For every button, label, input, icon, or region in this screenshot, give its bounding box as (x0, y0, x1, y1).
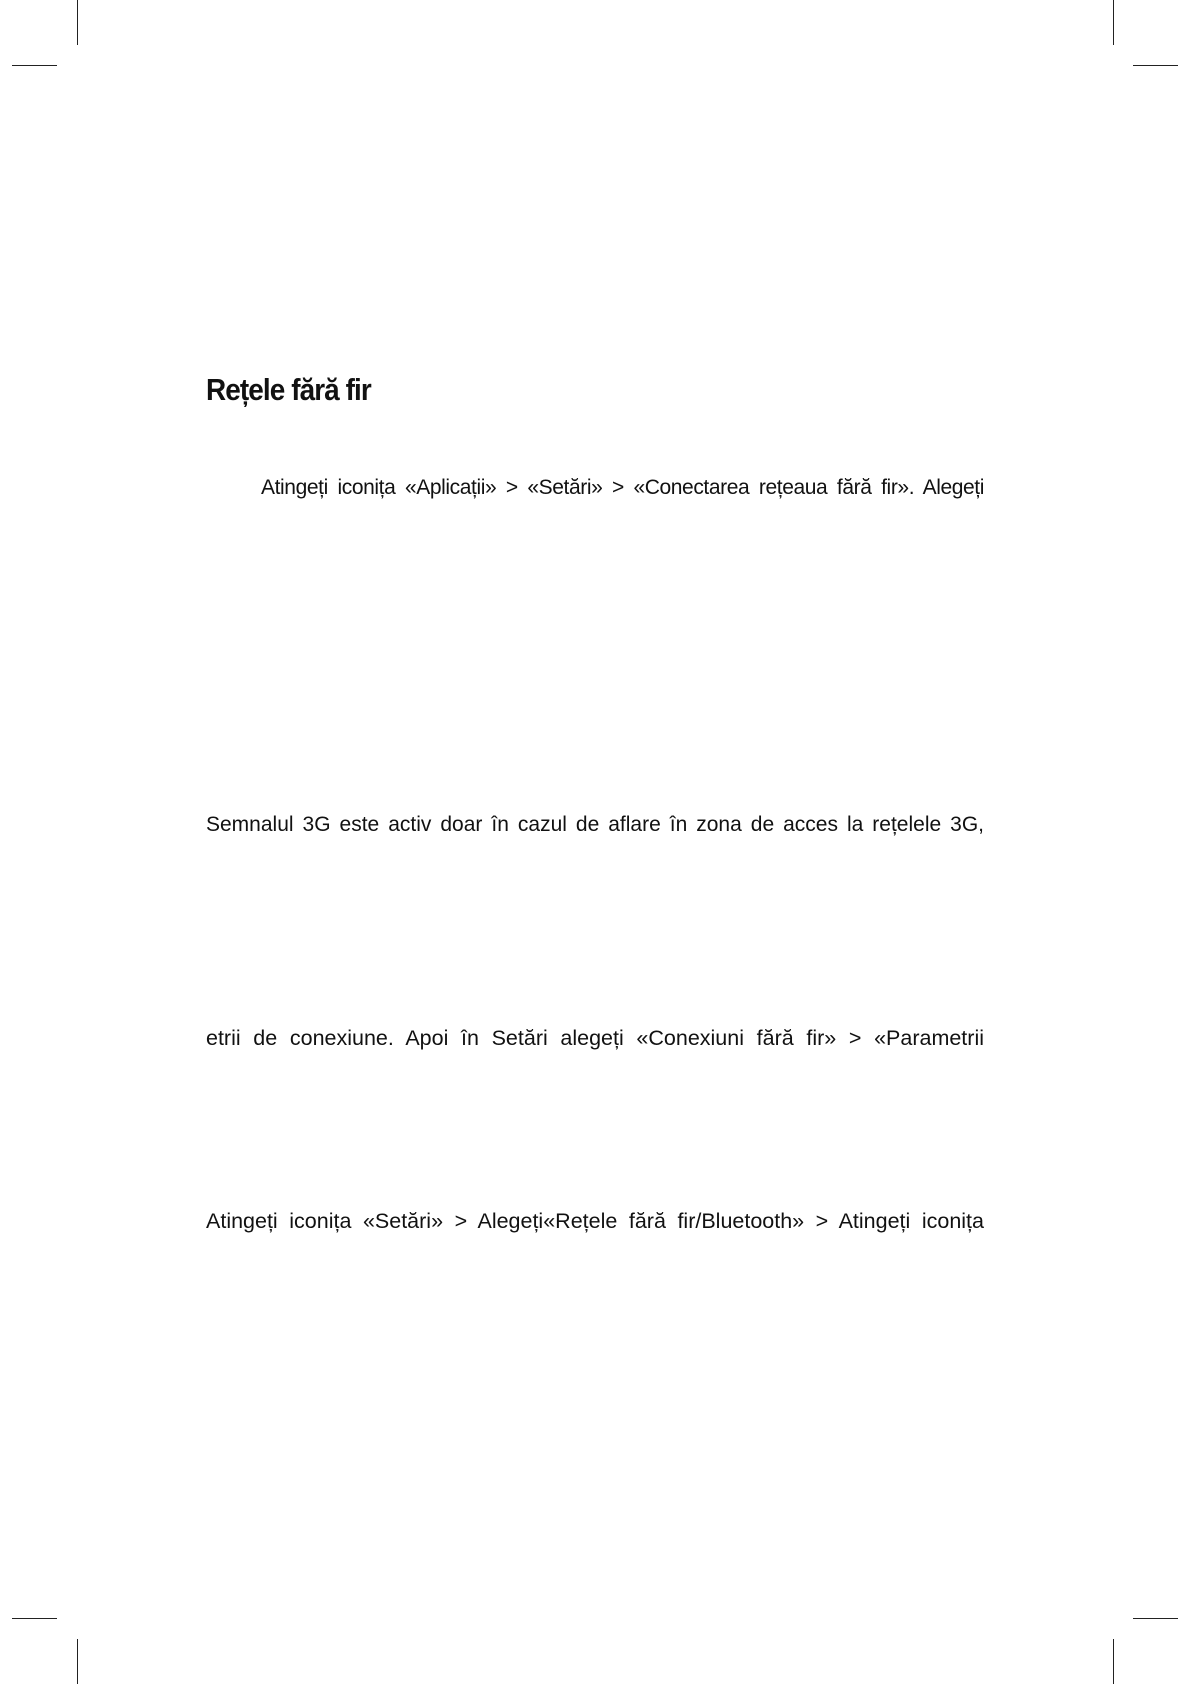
crop-mark-bottom-left-vertical (77, 1639, 78, 1684)
text-line-3: etrii de conexiune. Apoi în Setări alegeți «Conexiuni fără fir» > «Parametrii (206, 1026, 984, 1050)
crop-mark-bottom-right-vertical (1113, 1639, 1114, 1684)
section-heading: Rețele fără fir (206, 372, 371, 407)
crop-mark-top-right-horizontal (1133, 65, 1178, 66)
text-line-4: Atingeți iconița «Setări» > Alegeți«Rețele fără fir/Bluetooth» > Atingeți iconița (206, 1209, 984, 1233)
crop-mark-top-left-horizontal (12, 65, 57, 66)
crop-mark-bottom-left-horizontal (12, 1618, 57, 1619)
text-line-2: Semnalul 3G este activ doar în cazul de aflare în zona de acces la rețelele 3G, (206, 813, 984, 836)
text-line-1: Atingeți iconița «Aplicații» > «Setări» > «Conectarea rețeaua fără fir». Alegeți (261, 476, 984, 499)
crop-mark-bottom-right-horizontal (1133, 1618, 1178, 1619)
crop-mark-top-left-vertical (77, 0, 78, 45)
crop-mark-top-right-vertical (1113, 0, 1114, 45)
